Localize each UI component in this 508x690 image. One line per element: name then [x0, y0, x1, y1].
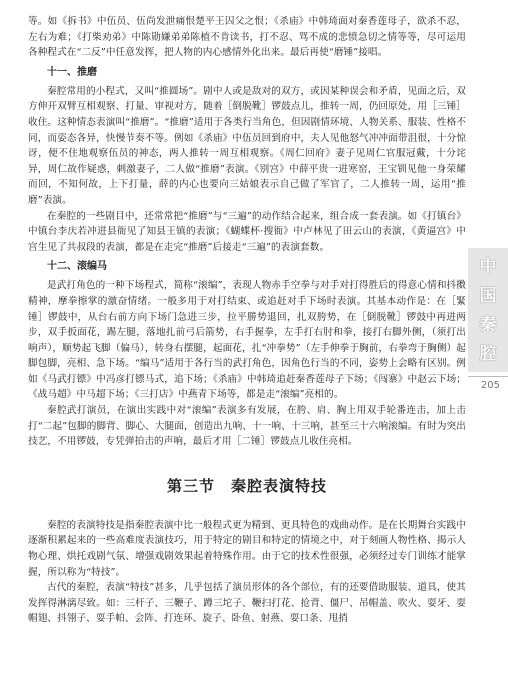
side-tab-char: 腔	[479, 343, 497, 364]
side-tab-char: 秦	[479, 314, 497, 335]
paragraph: 古代的秦腔，表演“特技”甚多，几乎包括了演员形体的各个部位，有的还要借助服装、道具，使其发挥得淋漓尽致。如：三杆子、三鞭子、蹲三坨子、鞭扫打花、抢背、僵尸、吊帽盖、吹火、耍牙、耍帽翅、抖翎子、耍手帕、会阵、打连环、旋子、卧鱼、射燕、耍口条、甩捎	[28, 582, 466, 625]
paragraph: 等。如《拆书》中伍员、伍尚发泄痛恨楚平王囚父之恨；《杀庙》中韩琦面对秦香莲母子，欲杀不忍，左右为难；《打柴劝弟》中陈勋嫌弟弟陈植不肯读书，打不忍、骂不成的悲愤急切之情等等，尽可运用各种程式在“二反”中任意发挥，把人物的内心感情外化出来。最后再使“磨锤”接唱。	[28, 16, 466, 59]
page-number: 205	[480, 380, 500, 391]
paragraph: 是武打角色的一种下场程式，简称“滚编”，表现人物赤手空拳与对手对打得胜后的得意心情和抖擞精神，摩拳擦掌的激奋情绪。一般多用于对打结束、或追赶对手下场时表演。其基本动作是：在［緊锤］锣鼓中，从台右前方向下场门急进三步，拉平勝势退回，扎双胯势，在［倒脱靴］锣鼓中再进两步，双手扳面花，踢左腿，落地扎前弓后箭势，右手握拳，左手打右肘和拳，接打右脚外侧，（须打出响声），顺势起飞脚（偏马），转身右摆腿，起面花，扎“冲拳势”（左手伸拳于胸前，右拳弯于胸侧）起脚包脚，亮相、急下场。“编马”适用于各行当的武打角色，因角色行当的不同，姿势上会略有区别。例如《马武打镖》中冯彦打镖马式，追下场；《杀庙》中韩琦追赶秦香莲母子下场；《闯寨》中赵云下场；《战马超》中马超下场；《三打店》中燕青下场等，都是走“滚编”亮相的。	[28, 280, 466, 401]
side-divider	[468, 376, 508, 377]
paragraph: 秦腔武打演员，在演出实践中对“滚编”表演多有发展，在胯、肩、胸上用双手轮番连击，加上击打“二起”包脚的脚背、脚心、大腿面，创造出九响、十一响、十三响，甚至三十六响滚编。有时为突出技艺，不用锣鼓，专凭弹拍击的声响，最后才用［二锤］锣鼓点儿收住亮相。	[28, 405, 466, 448]
subsection-title-11: 十一、推磨	[47, 66, 97, 78]
paragraph: 秦腔常用的小程式，又叫“推圆场”。剧中人或是敌对的双方，或因某种误会和矛盾，见面之后，双方伸开双臂互相观察、打量、审视对方，随着［倒脱靴］锣鼓点儿，推转一周，仍回原处，用［三锤］收住。这种情态表演叫“推磨”。“推磨”适用于各类行当角色，但因剧情环境、人物关系、服装、性格不同，而姿态各异，快慢节奏不等。例如《杀庙》中伍员回到府中，夫人见他怒气冲冲面带沮很，十分惊讶，便不住地观察伍员的神态，两人推转一周互相观察。《周仁回府》妻子见周仁官服冠戴，十分诧异，周仁故作疑惑，刺激妻子，二人做“推磨”表演。《别宫》中薛平贵一进寒窑，王宝钏见他一身荣耀而回，不知何故，上下打量，薛的内心也要向三姑娘表示自己做了军官了，二人推转一周，运用“推磨”表演。	[28, 85, 466, 206]
paragraph: 在秦腔的一些剧目中，还常常把“推磨”与“三遍”的动作结合起来，组合成一套表演。如《打镇台》中镇台李庆若冲进县衙见了知县王镇的表演；《蝴蝶杯·搜衙》中卢林见了田云山的表演，《黄逼宫》中宫生见了共叔段的表演，都是在走完“推磨”后接走“三遍”的表演套数。	[28, 210, 466, 253]
subsection-title-12: 十二、滚编马	[47, 261, 107, 273]
side-tab-char: 中	[479, 256, 497, 277]
section-heading	[28, 476, 466, 496]
side-tab	[468, 248, 508, 372]
section-title: 秦腔表演特技	[231, 476, 328, 495]
section-number: 第三节	[166, 476, 215, 495]
side-tab-char: 国	[479, 285, 497, 306]
paragraph: 秦腔的表演特技是指秦腔表演中比一般程式更为精到、更具特色的戏曲动作。是在长期舞台实践中逐渐积累起来的一些高难度表演技巧，用于特定的剧目和特定的情境之中，对于刻画人物性格、揭示人物心理、烘托戏剧气氛、增强戏剧效果起着特殊作用。由于它的技术性很强，必须经过专门训练才能掌握，所以称为“特技”。	[28, 519, 466, 578]
page-content	[28, 14, 466, 627]
